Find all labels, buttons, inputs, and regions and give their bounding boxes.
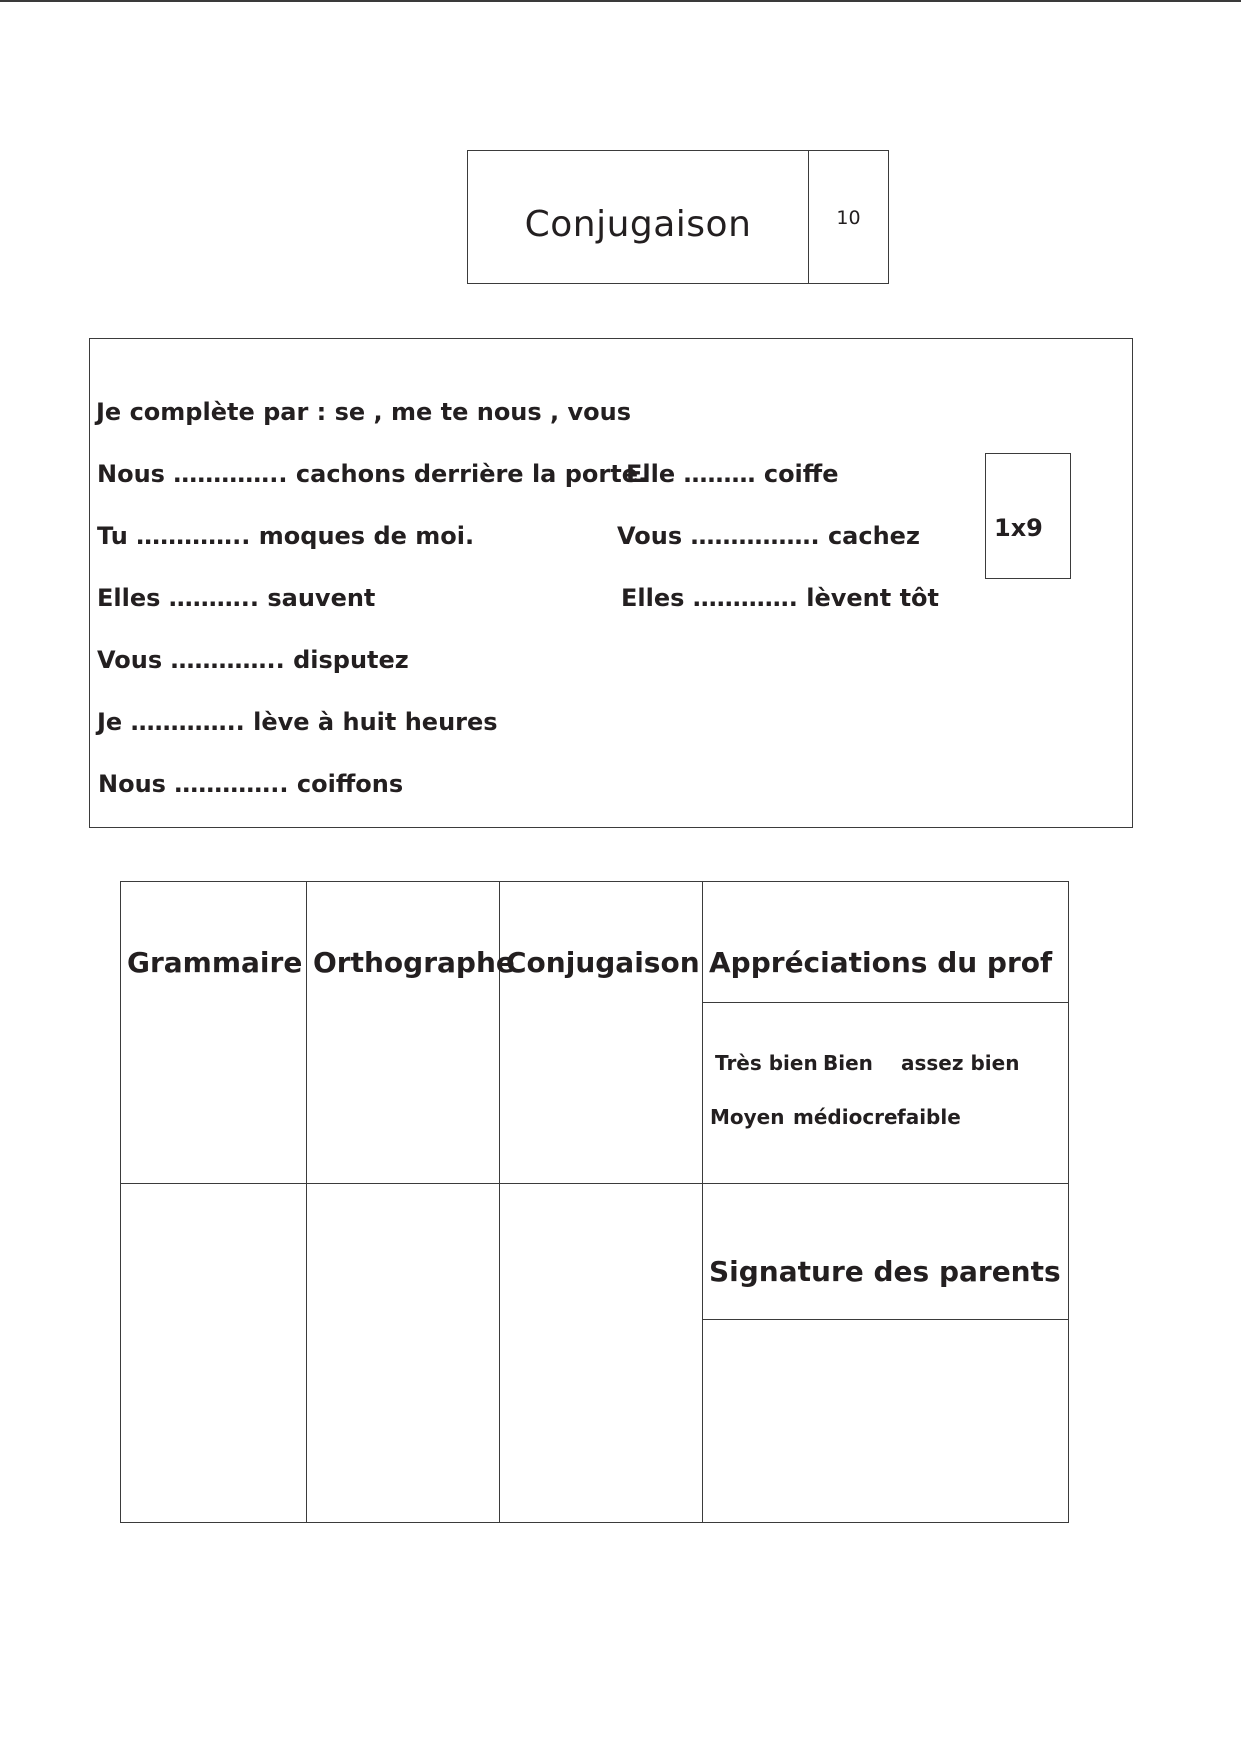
exercise-item: Nous ………….. coiffons xyxy=(98,770,404,798)
grammaire-grade-cell xyxy=(121,1184,307,1523)
grammaire-header: Grammaire xyxy=(121,882,307,1184)
exercise-instruction: Je complète par : se , me te nous , vous xyxy=(96,398,632,426)
appreciations-title: Appréciations du prof xyxy=(703,882,1068,1003)
exercise-item: Tu ………….. moques de moi. xyxy=(97,522,475,550)
appreciations-options xyxy=(703,1003,1068,1181)
exercise-item: Elles …………. lèvent tôt xyxy=(621,584,940,612)
sheet-number: 10 xyxy=(836,207,861,229)
score-box xyxy=(985,453,1071,579)
conjugaison-grade-cell xyxy=(500,1184,703,1523)
exercise-item: Je ………….. lève à huit heures xyxy=(97,708,498,736)
exercise-item: Vous ……………. cachez xyxy=(617,522,920,550)
conjugaison-header: Conjugaison xyxy=(500,882,703,1184)
appreciations-cell xyxy=(703,882,1069,1184)
exercise-item: Nous ………….. cachons derrière la porte. xyxy=(97,460,648,488)
grade-option: Bien xyxy=(823,1051,873,1075)
orthographe-header: Orthographe xyxy=(307,882,500,1184)
grade-option: faible xyxy=(897,1105,961,1129)
title-cell xyxy=(468,151,809,283)
page-title: Conjugaison xyxy=(524,203,752,245)
top-border-rule xyxy=(0,0,1241,2)
grade-option: Très bien xyxy=(715,1051,818,1075)
evaluation-table xyxy=(120,881,1069,1523)
signature-cell xyxy=(703,1184,1069,1523)
orthographe-grade-cell xyxy=(307,1184,500,1523)
exercise-item: Elle ……… coiffe xyxy=(626,460,839,488)
grade-option: médiocre xyxy=(793,1105,898,1129)
signature-title: Signature des parents xyxy=(703,1184,1068,1320)
title-box xyxy=(467,150,889,284)
exercise-item: Elles ……….. sauvent xyxy=(97,584,376,612)
exercise-box xyxy=(89,338,1133,828)
grade-option: Moyen xyxy=(710,1105,785,1129)
grade-option: assez bien xyxy=(901,1051,1020,1075)
score-value: 1x9 xyxy=(994,514,1043,542)
exercise-item: Vous ………….. disputez xyxy=(97,646,409,674)
